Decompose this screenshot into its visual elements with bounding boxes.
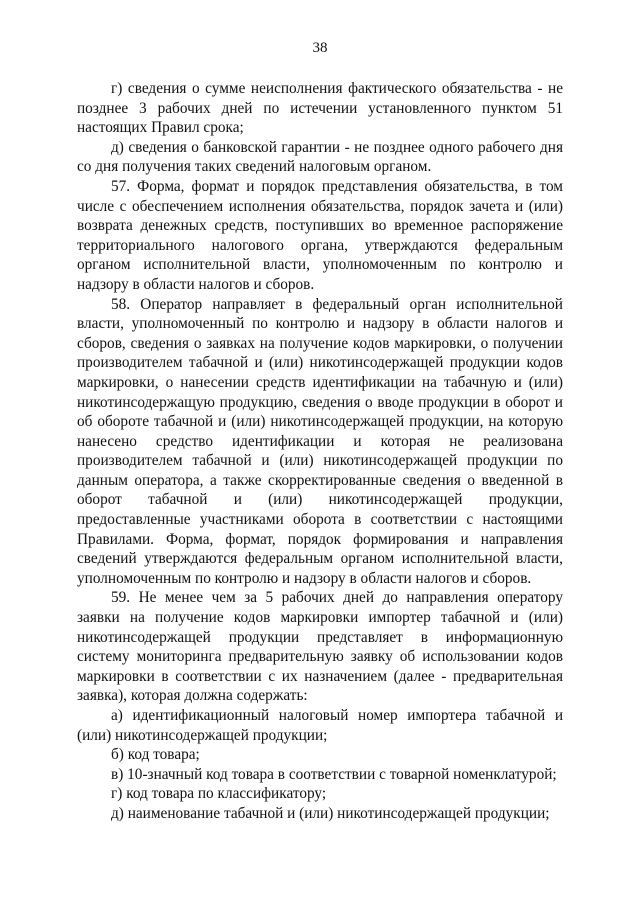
paragraph-59: 59. Не менее чем за 5 рабочих дней до направления оператору заявки на получение кодов маркировки импортер табачной и (или) никотинсодержащей продукции представляет в информационную систему мониторинга предварительную заявку об использовании кодов маркировки в соответствии с их назначением (далее - предварительная заявка), которая должна содержать: [77,589,563,705]
paragraph-58: 58. Оператор направляет в федеральный орган исполнительной власти, уполномоченный по контролю и надзору в области налогов и сборов, сведения о заявках на получение кодов маркировки, о получении производителем табачной и (или) никотинсодержащей продукции кодов маркировки, о нанесении средств идентификации на табачную и (или) никотинсодержащую продукцию, сведения о вводе продукции в оборот и об обороте табачной и (или) никотинсодержащей продукции, на которую нанесено средство идентификации и которая не реализована производителем табачной и (или) никотинсодержащей продукции по данным оператора, а также скорректированные сведения о введенной в оборот табачной и (или) никотинсодержащей продукции, предоставленные участниками оборота в соответствии с настоящими Правилами. Форма, формат, порядок формирования и направления сведений утверждаются федеральным органом исполнительной власти, уполномоченным по контролю и надзору в области налогов и сборов. [77,295,563,587]
document-body [77,79,563,824]
paragraph-g-amount-info: г) сведения о сумме неисполнения фактического обязательства - не позднее 3 рабочих дней по истечении установленного пунктом 51 настоящих Правил срока; [77,80,563,137]
list-item-d: д) наименование табачной и (или) никотинсодержащей продукции; [111,804,550,822]
list-item-v: в) 10-значный код товара в соответствии с товарной номенклатурой; [111,765,557,783]
list-item-g: г) код товара по классификатору; [111,785,327,803]
paragraph-d-bank-guarantee: д) сведения о банковской гарантии - не позднее одного рабочего дня со дня получения таких сведений налоговым органом. [77,138,563,176]
paragraph-57: 57. Форма, формат и порядок представления обязательства, в том числе с обеспечением исполнения обязательства, порядок зачета и (или) возврата денежных средств, поступивших во временное распоряжение территориального налогового органа, утверждаются федеральным органом исполнительной власти, уполномоченным по контролю и надзору в области налогов и сборов. [77,177,563,293]
page-number: 38 [312,40,328,56]
list-item-a: а) идентификационный налоговый номер импортера табачной и (или) никотинсодержащей продукции; [77,707,563,744]
list-item-b: б) код товара; [111,746,200,764]
